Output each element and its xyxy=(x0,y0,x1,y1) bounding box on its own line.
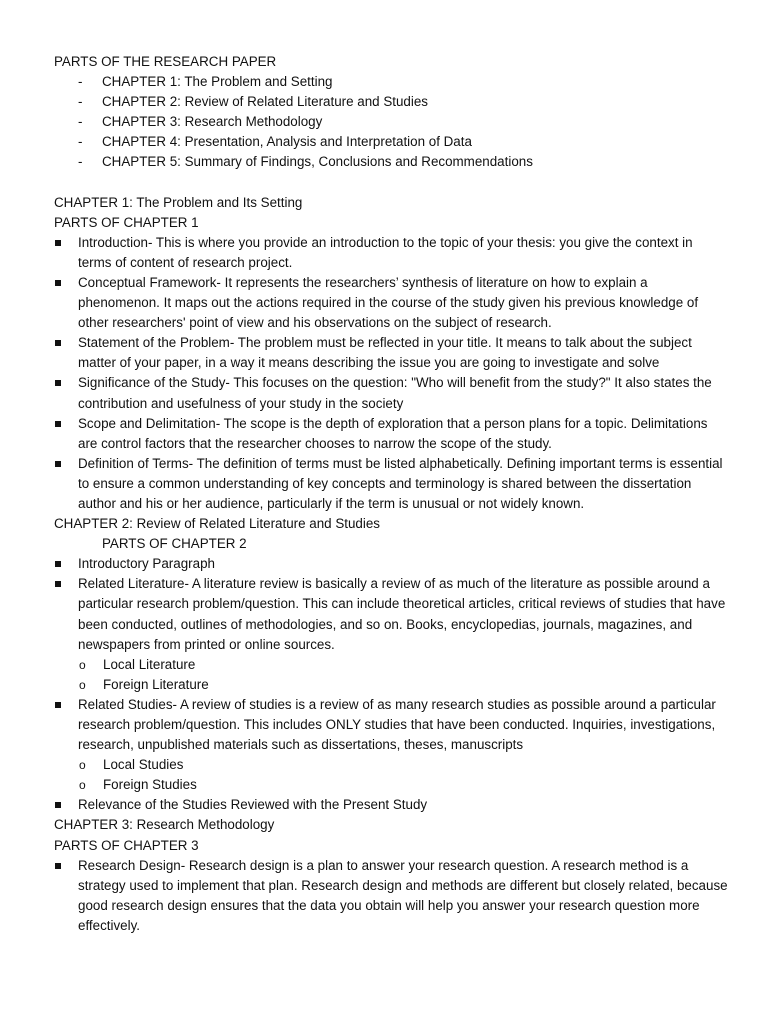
square-bullet-icon xyxy=(55,421,61,427)
circle-bullet-icon: o xyxy=(79,657,86,672)
square-bullet-icon xyxy=(55,461,61,467)
chapters-overview-list xyxy=(54,72,728,172)
dash-bullet: - xyxy=(78,134,83,150)
square-bullet-icon xyxy=(55,340,61,346)
spacer xyxy=(54,173,728,193)
list-item: Statement of the Problem- The problem must be reflected in your title. It means to talk about the subject matter of your paper, in a way it means describing the issue you are going to investigate and solve xyxy=(54,333,728,373)
chapter-2-parts-title: PARTS OF CHAPTER 2 xyxy=(102,536,247,552)
literature-sublist xyxy=(78,655,728,695)
list-item: - CHAPTER 5: Summary of Findings, Conclusions and Recommendations xyxy=(54,152,728,172)
square-bullet-icon xyxy=(55,863,61,869)
chapter-1-parts-list xyxy=(54,233,728,514)
list-item: - CHAPTER 2: Review of Related Literature and Studies xyxy=(54,92,728,112)
list-item: Introduction- This is where you provide an introduction to the topic of your thesis: you give the context in terms of content of research project. xyxy=(54,233,728,273)
dash-bullet: - xyxy=(78,74,83,90)
list-item: o Local Literature xyxy=(78,655,728,675)
square-bullet-icon xyxy=(55,581,61,587)
list-item: Relevance of the Studies Reviewed with the Present Study xyxy=(54,795,728,815)
list-item: Conceptual Framework- It represents the researchers’ synthesis of literature on how to explain a phenomenon. It maps out the actions required in the course of the study given his previous knowledge of other researchers' point of view and his observations on the subject of research. xyxy=(54,273,728,333)
circle-bullet-icon: o xyxy=(79,677,86,692)
chapter-3-title: CHAPTER 3: Research Methodology xyxy=(54,817,275,833)
list-item: o Local Studies xyxy=(78,755,728,775)
square-bullet-icon xyxy=(55,240,61,246)
list-item: Introductory Paragraph xyxy=(54,554,728,574)
chapter-1-parts-title: PARTS OF CHAPTER 1 xyxy=(54,214,199,230)
square-bullet-icon xyxy=(55,380,61,386)
list-item: Definition of Terms- The definition of terms must be listed alphabetically. Defining important terms is essential to ensure a common understanding of key concepts and terminology is shared between the dissertation author and his or her audience, particularly if the term is unusual or not widely known. xyxy=(54,454,728,514)
studies-sublist xyxy=(78,755,728,795)
list-item: Scope and Delimitation- The scope is the depth of exploration that a person plans for a topic. Delimitations are control factors that the researcher chooses to narrow the scope of the study. xyxy=(54,414,728,454)
list-item: - CHAPTER 3: Research Methodology xyxy=(54,112,728,132)
list-item: Research Design- Research design is a plan to answer your research question. A research method is a strategy used to implement that plan. Research design and methods are different but closely related, because good research design ensures that the data you obtain will help you answer your research question more effectively. xyxy=(54,856,728,936)
square-bullet-icon xyxy=(55,280,61,286)
circle-bullet-icon: o xyxy=(79,778,86,793)
list-item: Related Literature- A literature review is basically a review of as much of the literature as possible around a particular research problem/question. This can include theoretical articles, critical reviews of studies that have been conducted, outlines of methodologies, and so on. Books, encyclopedias, journals, magazines, and newspapers from printed or online sources. xyxy=(54,574,728,654)
dash-bullet: - xyxy=(78,114,83,130)
dash-bullet: - xyxy=(78,154,83,170)
chapter-2-parts-list-cont xyxy=(54,695,728,755)
chapter-3-parts-title: PARTS OF CHAPTER 3 xyxy=(54,837,199,853)
dash-bullet: - xyxy=(78,94,83,110)
chapter-2-parts-list-end xyxy=(54,795,728,815)
list-item: o Foreign Studies xyxy=(78,775,728,795)
square-bullet-icon xyxy=(55,702,61,708)
square-bullet-icon xyxy=(55,802,61,808)
square-bullet-icon xyxy=(55,561,61,567)
circle-bullet-icon: o xyxy=(79,758,86,773)
list-item: o Foreign Literature xyxy=(78,675,728,695)
list-item: Significance of the Study- This focuses on the question: "Who will benefit from the study?" It also states the contribution and usefulness of your study in the society xyxy=(54,373,728,413)
list-item: Related Studies- A review of studies is a review of as many research studies as possible around a particular research problem/question. This includes ONLY studies that have been conducted. Inquiries, investigations, research, unpublished materials such as dissertations, theses, manuscripts xyxy=(54,695,728,755)
list-item: - CHAPTER 4: Presentation, Analysis and Interpretation of Data xyxy=(54,132,728,152)
chapter-3-parts-list xyxy=(54,856,728,936)
list-item: - CHAPTER 1: The Problem and Setting xyxy=(54,72,728,92)
chapter-2-title: CHAPTER 2: Review of Related Literature and Studies xyxy=(54,516,380,532)
chapter-1-title: CHAPTER 1: The Problem and Its Setting xyxy=(54,194,303,210)
parts-heading: PARTS OF THE RESEARCH PAPER xyxy=(54,54,277,69)
chapter-2-parts-list xyxy=(54,554,728,654)
